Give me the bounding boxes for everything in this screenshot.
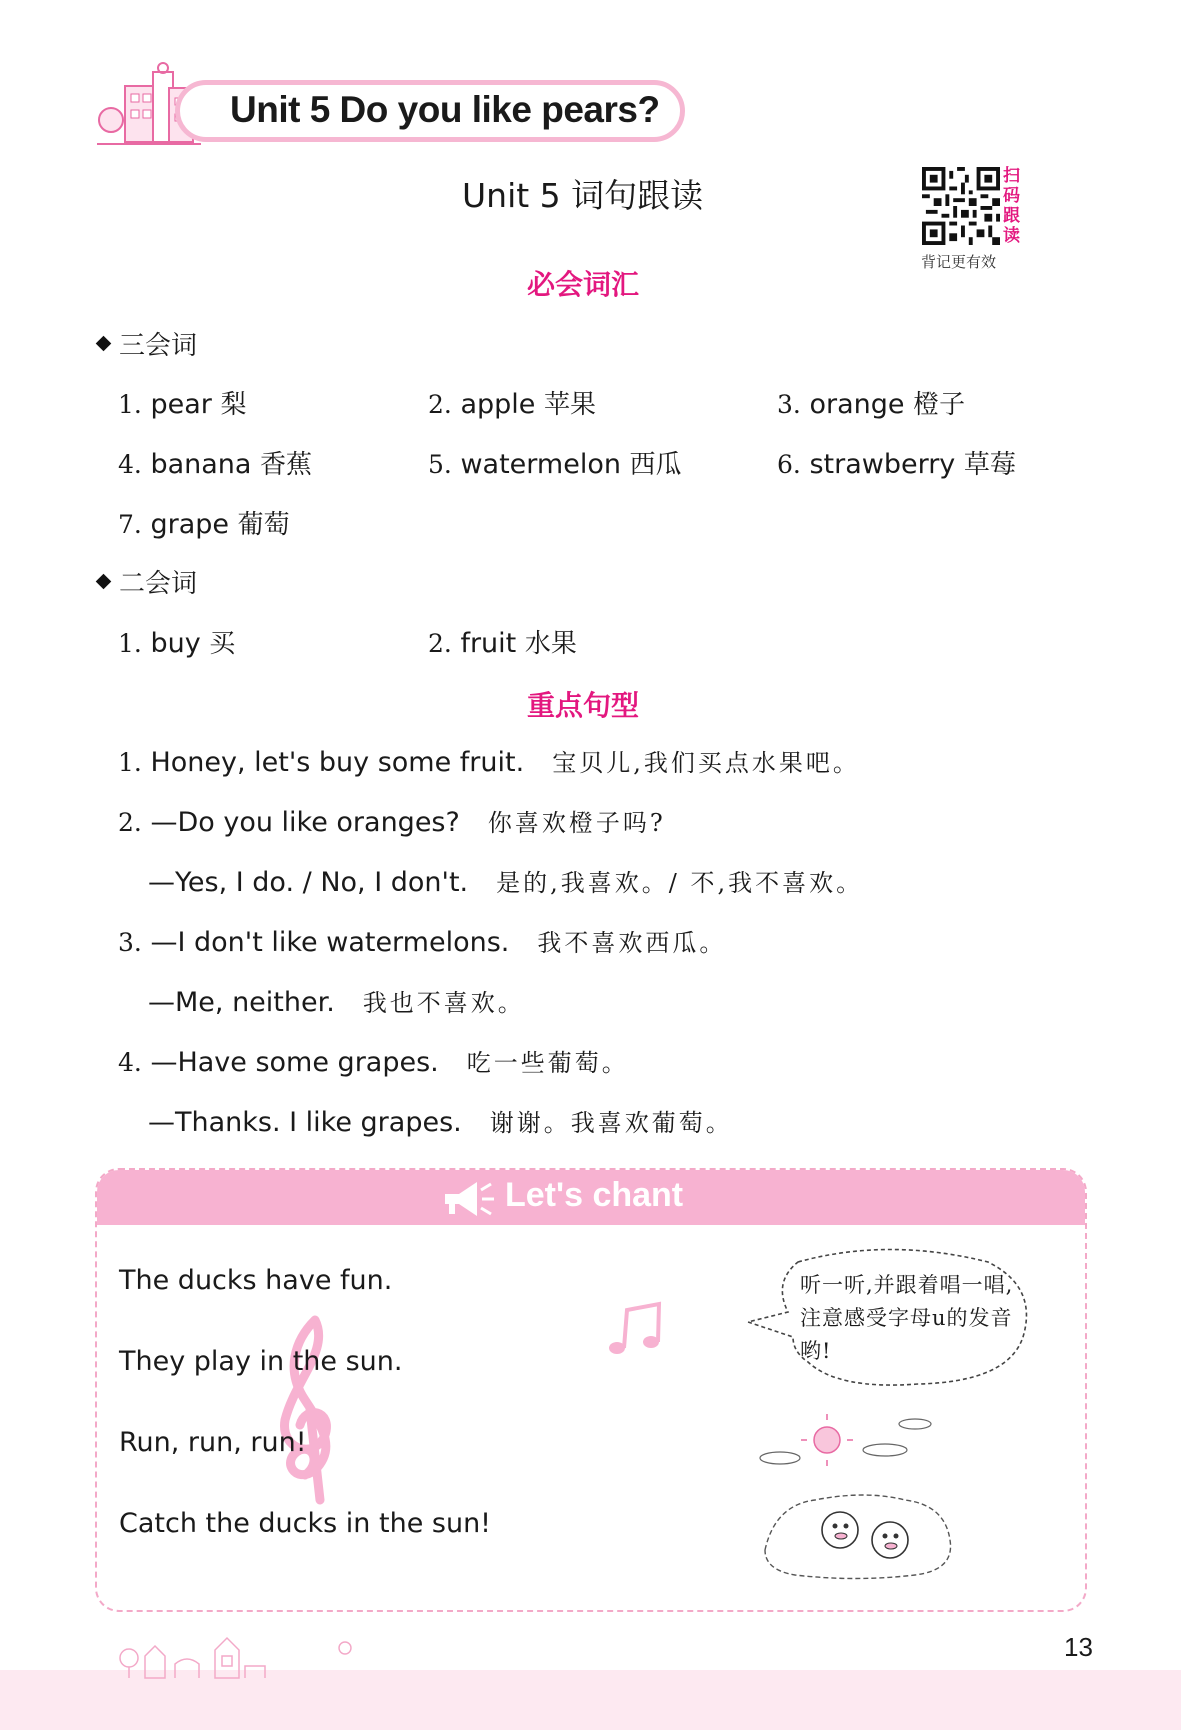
chant-line: Run, run, run! xyxy=(119,1427,307,1458)
sentence-line: 4. —Have some grapes. 吃一些葡萄。 xyxy=(118,1047,629,1078)
vocab-item: 6. strawberry 草莓 xyxy=(777,449,1016,480)
qr-code-icon[interactable] xyxy=(921,167,1001,245)
sentence-line: —Yes, I do. / No, I don't. 是的,我喜欢。/ 不,我不喜欢。 xyxy=(148,867,864,898)
group-three-label: 三会词 xyxy=(98,325,197,362)
chant-line: The ducks have fun. xyxy=(119,1265,393,1296)
megaphone-icon xyxy=(437,1178,497,1220)
sentence-line: —Me, neither. 我也不喜欢。 xyxy=(148,987,525,1018)
vocab-item: 4. banana 香蕉 xyxy=(118,449,313,480)
vocab-item: 2. fruit 水果 xyxy=(428,628,577,659)
town-decoration-icon xyxy=(115,1620,375,1680)
sentence-line: —Thanks. I like grapes. 谢谢。我喜欢葡萄。 xyxy=(148,1107,733,1138)
ducks-illustration xyxy=(755,1410,975,1600)
sentence-line: 1. Honey, let's buy some fruit. 宝贝儿,我们买点水果吧。 xyxy=(118,747,860,778)
sentence-line: 3. —I don't like watermelons. 我不喜欢西瓜。 xyxy=(118,927,727,958)
vocab-item: 2. apple 苹果 xyxy=(428,389,596,420)
vocab-item: 7. grape 葡萄 xyxy=(118,509,290,540)
chant-header xyxy=(97,1170,1085,1225)
group-two-label: 二会词 xyxy=(98,563,197,600)
vocab-heading: 必会词汇 xyxy=(527,268,640,301)
diamond-bullet-icon xyxy=(96,336,112,352)
music-note-icon xyxy=(605,1300,665,1360)
vocab-item: 1. pear 梨 xyxy=(118,389,247,420)
diamond-bullet-icon xyxy=(96,574,112,590)
vocab-item: 5. watermelon 西瓜 xyxy=(428,449,682,480)
chant-title: Let's chant xyxy=(505,1176,684,1214)
page-number: 13 xyxy=(1064,1632,1093,1662)
page-subtitle: Unit 5 词句跟读 xyxy=(462,176,704,215)
vocab-item: 3. orange 橙子 xyxy=(777,389,966,420)
treble-clef-icon xyxy=(255,1310,365,1510)
sentences-heading: 重点句型 xyxy=(527,689,640,722)
chant-line: They play in the sun. xyxy=(119,1346,403,1377)
qr-note: 背记更有效 xyxy=(921,253,997,271)
chant-line: Catch the ducks in the sun! xyxy=(119,1508,492,1539)
vocab-item: 1. buy 买 xyxy=(118,628,236,659)
sentence-line: 2. —Do you like oranges? 你喜欢橙子吗? xyxy=(118,807,666,838)
unit-banner xyxy=(95,58,695,158)
unit-title: Unit 5 Do you like pears? xyxy=(230,89,660,130)
speech-bubble-text: 听一听,并跟着唱一唱,注意感受字母u的发音哟! xyxy=(800,1273,1014,1363)
qr-label: 扫码跟读 xyxy=(1003,166,1020,246)
